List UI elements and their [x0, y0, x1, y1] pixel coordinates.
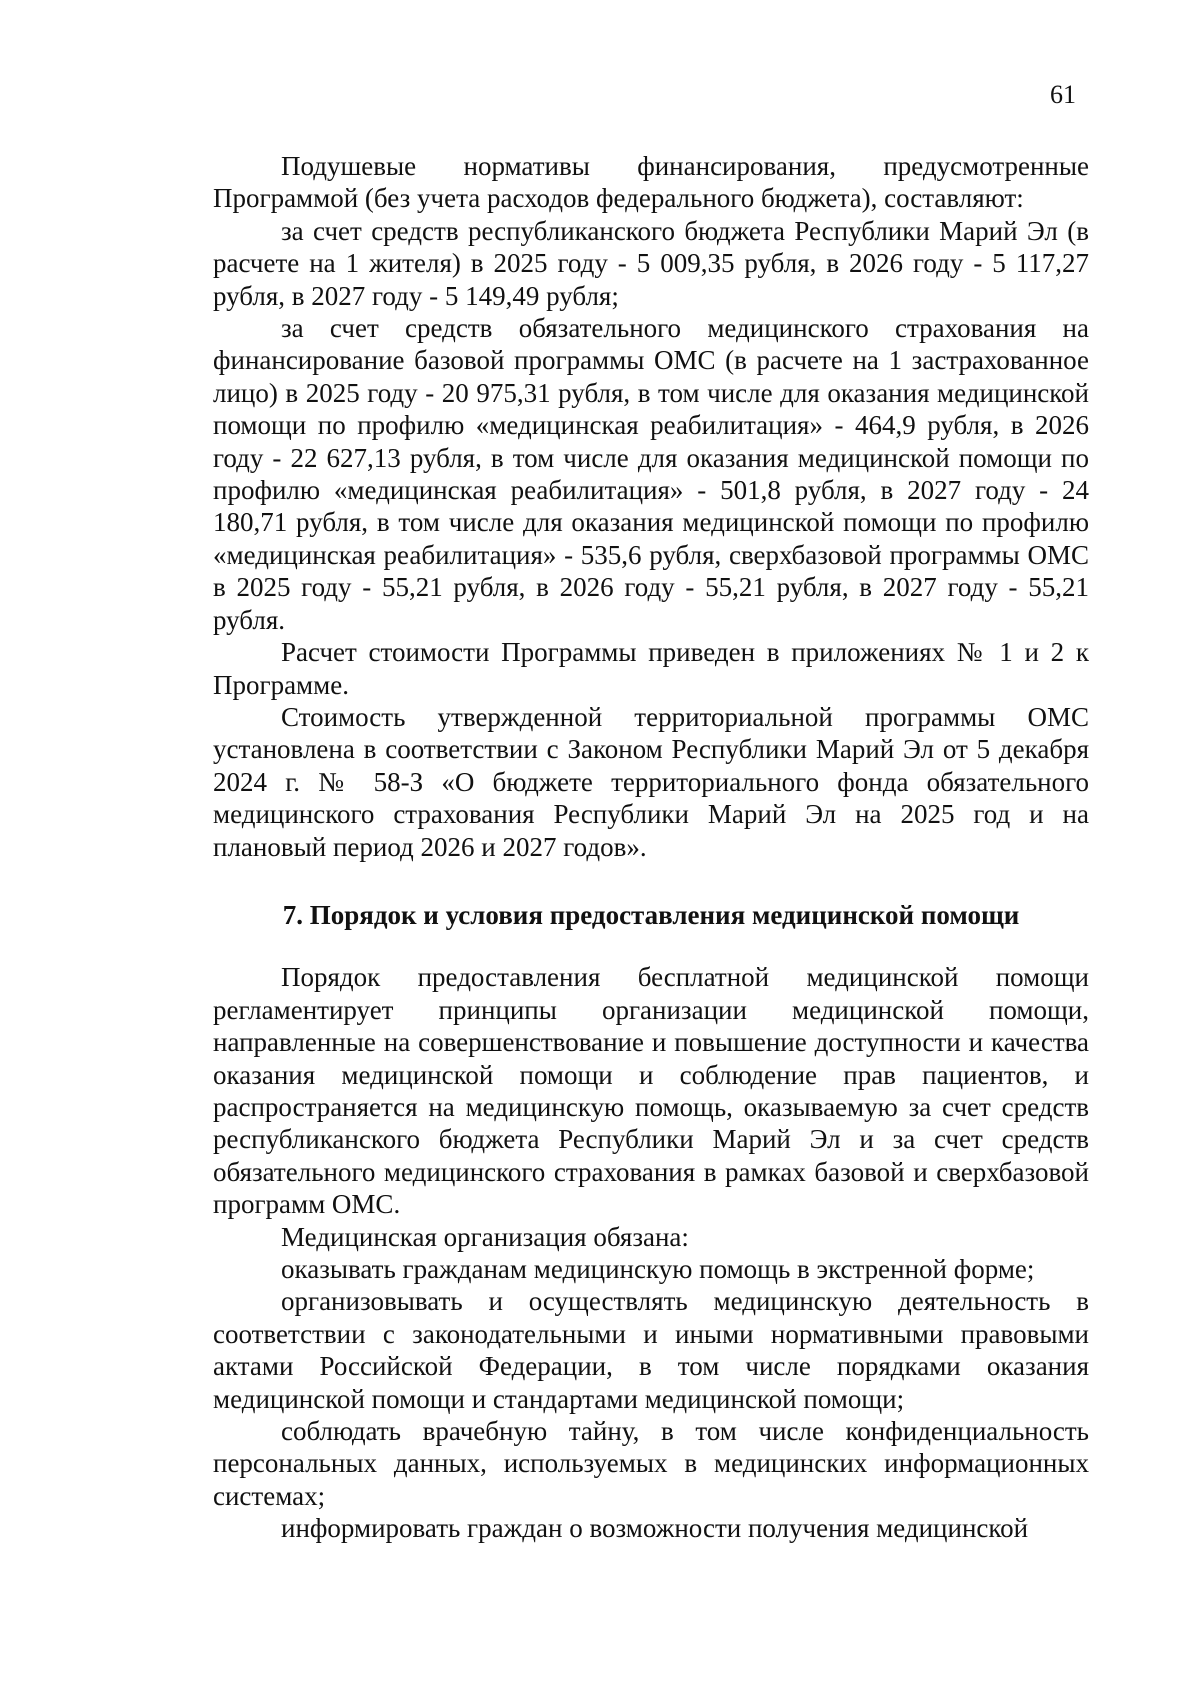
paragraph-oms-funding: за счет средств обязательного медицинского страхования на финансирование базовой программы ОМС (в расчете на 1 застрахованное лицо) в 2025 году - 20 975,31 рубля, в том числе для оказания медицинской помощи по профилю «медицинская реабилитация» - 464,9 рубля, в 2026 году - 22 627,13 рубля, в том числе для оказания медицинской помощи по профилю «медицинская реабилитация» - 501,8 рубля, в 2027 году - 24 180,71 рубля, в том числе для оказания медицинской помощи по профилю «медицинская реабилитация» - 535,6 рубля, сверхбазовой программы ОМС в 2025 году - 55,21 рубля, в 2026 году - 55,21 рубля, в 2027 году - 55,21 рубля.: [213, 313, 1089, 635]
list-item-organize-activity: организовывать и осуществлять медицинскую деятельность в соответствии с законодательными и иными нормативными правовыми актами Российской Федерации, в том числе порядками оказания медицинской помощи и стандартами медицинской помощи;: [213, 1286, 1089, 1414]
list-item-emergency-care: оказывать гражданам медицинскую помощь в экстренной форме;: [281, 1254, 1035, 1284]
list-item-medical-secrecy: соблюдать врачебную тайну, в том числе конфиденциальность персональных данных, используемых в медицинских информационных системах;: [213, 1416, 1089, 1511]
section-heading: 7. Порядок и условия предоставления медицинской помощи: [282, 899, 1020, 930]
paragraph-republican-budget: за счет средств республиканского бюджета Республики Марий Эл (в расчете на 1 жителя) в 2025 году - 5 009,35 рубля, в 2026 году - 5 117,27 рубля, в 2027 году - 5 149,49 рубля;: [213, 215, 1089, 311]
document-body: [213, 150, 1089, 1545]
paragraph-obligations-intro: Медицинская организация обязана:: [281, 1221, 689, 1252]
paragraph-per-capita-norms: Подушевые нормативы финансирования, предусмотренные Программой (без учета расходов федерального бюджета), составляют:: [213, 151, 1089, 214]
list-item-inform-citizens: информировать граждан о возможности получения медицинской: [281, 1513, 1029, 1544]
paragraph-oms-cost-law: Стоимость утвержденной территориальной программы ОМС установлена в соответствии с Законом Республики Марий Эл от 5 декабря 2024 г. № 58-З «О бюджете территориального фонда обязательного медицинского страхования Республики Марий Эл на 2025 год и на плановый период 2026 и 2027 годов».: [213, 701, 1089, 862]
paragraph-procedure: Порядок предоставления бесплатной медицинской помощи регламентирует принципы организации медицинской помощи, направленные на совершенствование и повышение доступности и качества оказания медицинской помощи и соблюдение прав пациентов, и распространяется на медицинскую помощь, оказываемую за счет средств республиканского бюджета Республики Марий Эл и за счет средств обязательного медицинского страхования в рамках базовой и сверхбазовой программ ОМС.: [213, 962, 1089, 1220]
paragraph-cost-calculation: Расчет стоимости Программы приведен в приложениях № 1 и 2 к Программе.: [213, 637, 1089, 700]
page-number: 61: [1050, 80, 1076, 109]
